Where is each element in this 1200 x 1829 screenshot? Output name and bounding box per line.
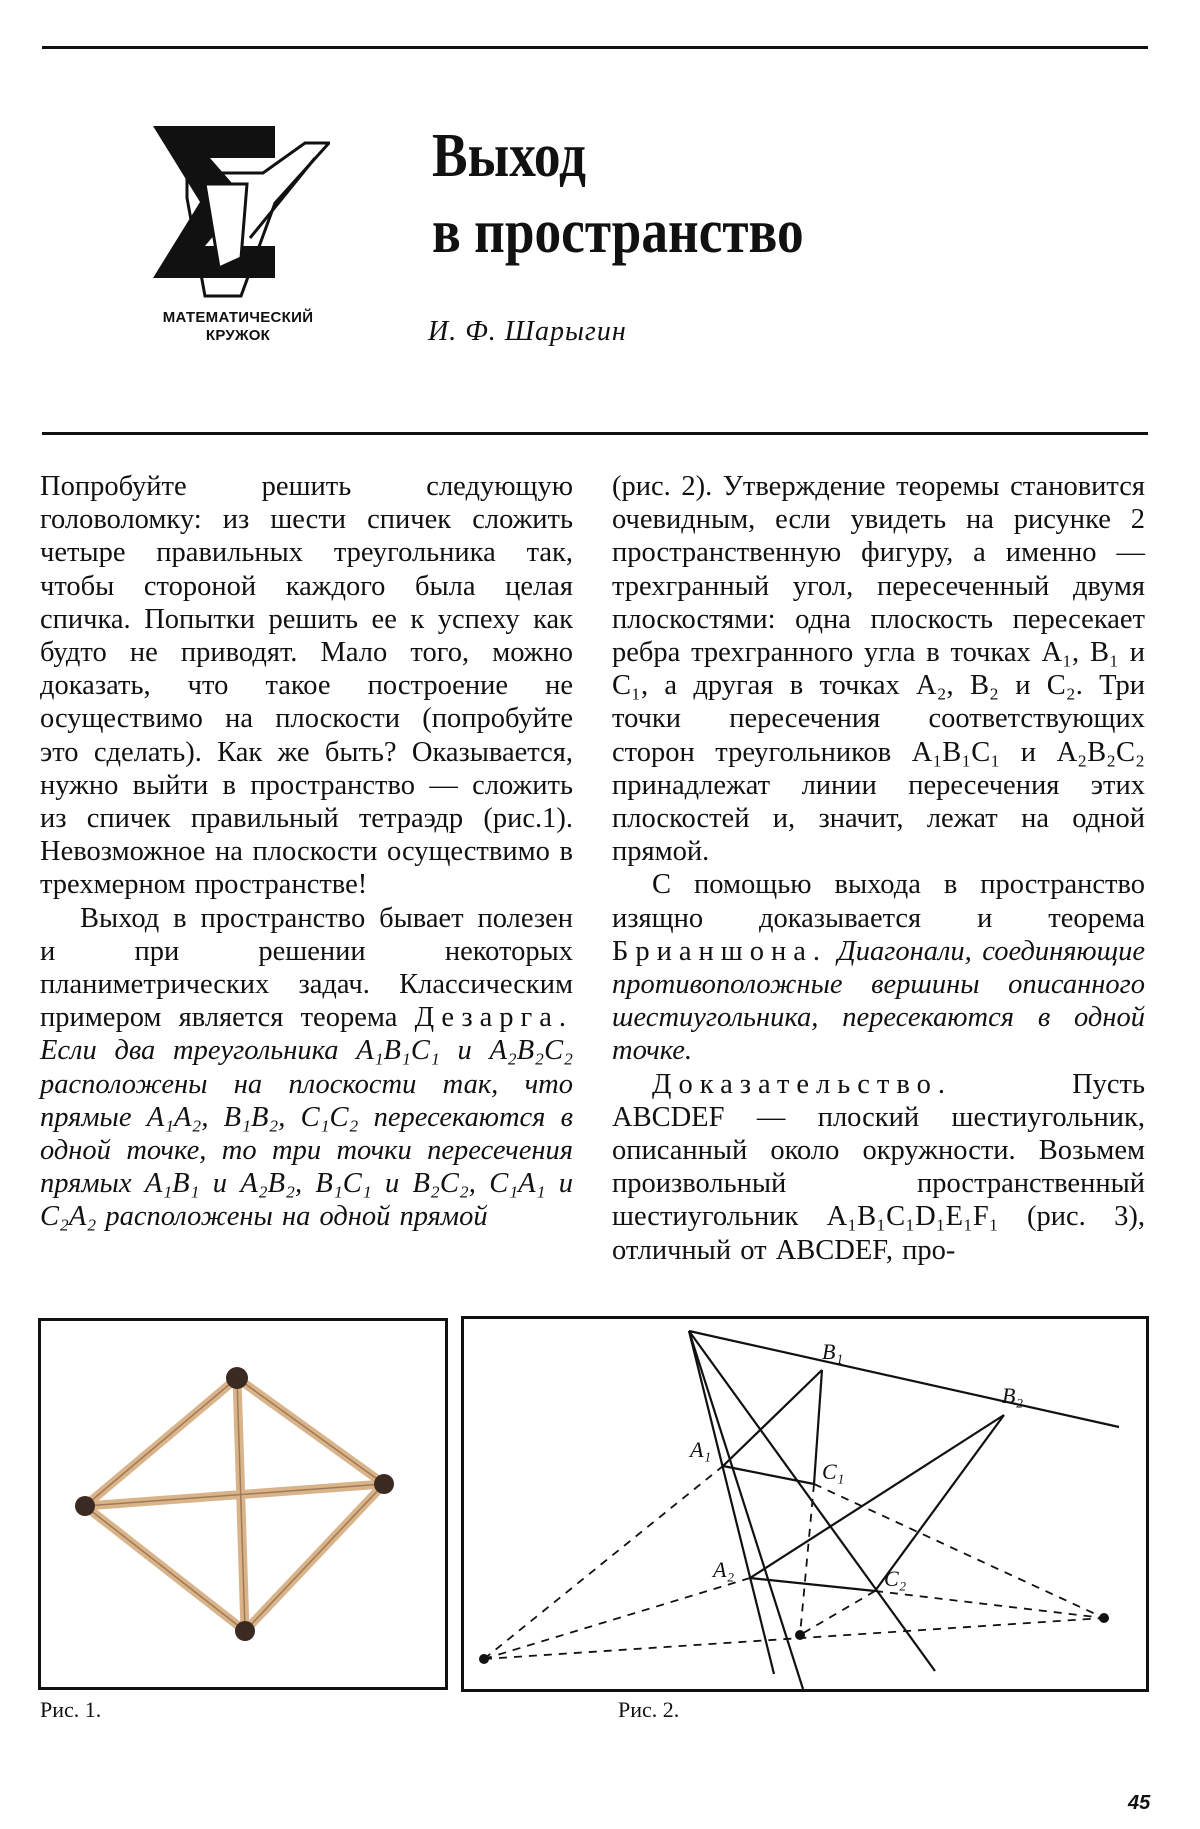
desargues-name: Дезарга. bbox=[414, 1002, 573, 1034]
label-a2: A₂ bbox=[713, 1557, 735, 1582]
label-a1: A₁ bbox=[690, 1437, 712, 1462]
header-bottom-rule bbox=[42, 432, 1148, 435]
collinear-line bbox=[689, 1331, 1119, 1427]
right-paragraph-3 bbox=[612, 1068, 1145, 1267]
brianchon-intro: С помощью выхода в пространство изящно доказывается и теорема bbox=[612, 869, 1145, 934]
matchstick-tetrahedron-icon bbox=[41, 1321, 445, 1687]
figure-2-frame bbox=[461, 1316, 1149, 1692]
left-paragraph-2 bbox=[40, 902, 573, 1234]
math-circle-logo-icon bbox=[145, 118, 330, 298]
logo-caption-line1: МАТЕМАТИЧЕСКИЙ bbox=[162, 309, 314, 326]
brianchon-statement: Диагонали, соединяющие противоположные вершины описанного шестиугольника, пересекаются в одной точке. bbox=[612, 935, 1146, 1067]
ray-b bbox=[689, 1331, 803, 1689]
left-paragraph-1: Попробуйте решить следующую головоломку: из шести спичек сложить четыре правильных треугольника так, чтобы стороной каждого была целая спичка. Попытки решить ее к успеху как будто не приводят. Мало того, можно доказать, что такое построение не осуществимо на плоскости (попробуйте это сделать). Как же быть? Оказывается, нужно выйти в пространство — сложить из спичек правильный тетраэдр (рис.1). Невозможное на плоскости осуществимо в трехмерном пространстве! bbox=[40, 471, 573, 901]
figure-1-frame bbox=[38, 1318, 448, 1690]
proof-text: Пусть ABCDEF — плоский шестиугольник, описанный около окружности. Возьмем произвольный пространственный шестиугольник A₁B₁C₁D₁E₁F₁ (рис. 3), отличный от ABCDEF, про- bbox=[612, 1068, 1145, 1266]
right-paragraph-2 bbox=[612, 868, 1145, 1067]
desargues-statement: Если два треугольника A₁B₁C₁ и A₂B₂C₂ расположены на плоскости так, что прямые A₁A₂, B₁B₂, C₁C₂ пересекаются в одной точке, то три точки пересечения прямых A₁B₁ и A₂B₂, B₁C₁ и B₂C₂, C₁A₁ и C₂A₂ расположены на одной прямой bbox=[40, 1035, 573, 1233]
title-line2: в пространство bbox=[432, 198, 804, 266]
label-c1: C₁ bbox=[822, 1459, 845, 1484]
brianchon-name: Брианшона. bbox=[612, 935, 827, 967]
ray-a bbox=[689, 1331, 774, 1674]
label-b2: B₂ bbox=[1002, 1383, 1024, 1408]
title-line1: Выход bbox=[432, 122, 586, 190]
page-number: 45 bbox=[1128, 1792, 1151, 1814]
proof-label: Доказательство. bbox=[652, 1068, 952, 1100]
author-name: И. Ф. Шарыгин bbox=[428, 316, 627, 347]
logo-caption-line2: КРУЖОК bbox=[205, 327, 271, 344]
figure-1-caption: Рис. 1. bbox=[40, 1697, 102, 1722]
article-title bbox=[432, 118, 804, 270]
left-text-column bbox=[40, 470, 573, 1234]
label-b1: B₁ bbox=[822, 1339, 844, 1364]
desargues-diagram bbox=[464, 1319, 1146, 1689]
label-c2: C₂ bbox=[884, 1566, 907, 1591]
right-paragraph-1: (рис. 2). Утверждение теоремы становится очевидным, если увидеть на рисунке 2 пространственную фигуру, а именно — трехгранный угол, пересеченный двумя плоскостями: одна плоскость пересекает ребра трехгранного угла в точках A₁, B₁ и C₁, а другая в точках A₂, B₂ и C₂. Три точки пересечения соответствующих сторон треугольников A₁B₁C₁ и A₂B₂C₂ принадлежат линии пересечения этих плоскостей и, значит, лежат на одной прямой. bbox=[612, 471, 1145, 868]
right-text-column bbox=[612, 470, 1145, 1267]
figure-2-caption: Рис. 2. bbox=[618, 1697, 680, 1722]
top-rule bbox=[42, 46, 1148, 49]
desargues-intro: Выход в пространство бывает полезен и при решении некоторых планиметрических задач. Классическим примером является теорема bbox=[40, 902, 573, 1034]
